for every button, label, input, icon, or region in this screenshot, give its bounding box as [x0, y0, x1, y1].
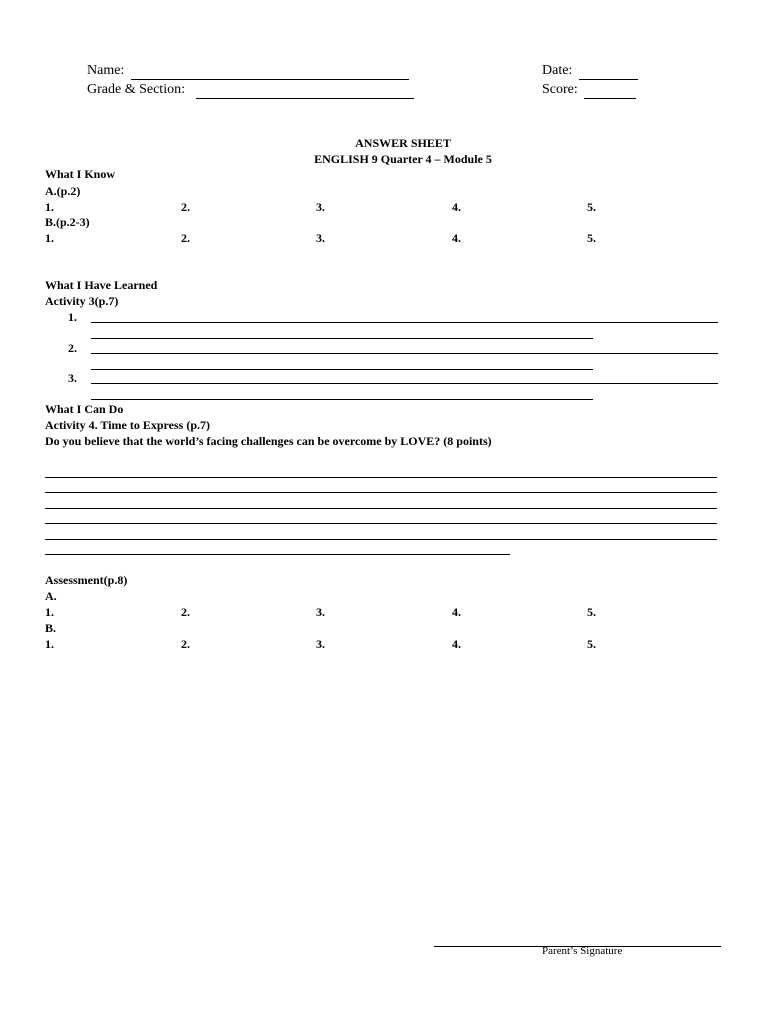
assess-b-item-3: 3.	[316, 637, 325, 651]
signature-label: Parent’s Signature	[542, 945, 623, 957]
wik-b-item-1: 1.	[45, 231, 54, 245]
wik-b-item-4: 4.	[452, 231, 461, 245]
score-label: Score:	[542, 82, 578, 97]
score-field-line[interactable]	[584, 98, 636, 99]
assess-b-item-5: 5.	[587, 637, 596, 651]
wik-a-item-3: 3.	[316, 200, 325, 214]
what-i-know-heading: What I Know	[45, 167, 116, 181]
sheet-subtitle: ENGLISH 9 Quarter 4 – Module 5	[314, 152, 492, 166]
assess-b-item-1: 1.	[45, 637, 54, 651]
date-label: Date:	[542, 63, 573, 78]
assess-a-item-1: 1.	[45, 605, 54, 619]
wik-b-item-5: 5.	[587, 231, 596, 245]
assess-a-item-2: 2.	[181, 605, 190, 619]
wik-b-item-3: 3.	[316, 231, 325, 245]
activity-3-label: Activity 3(p.7)	[45, 294, 119, 308]
assess-a-item-3: 3.	[316, 605, 325, 619]
activity-4-label: Activity 4. Time to Express (p.7)	[45, 418, 210, 432]
learned-item-3-line-1[interactable]	[91, 383, 718, 384]
essay-line-4[interactable]	[45, 523, 717, 524]
grade-section-label: Grade & Section:	[87, 82, 185, 97]
assess-a-item-4: 4.	[452, 605, 461, 619]
learned-item-2-line-1[interactable]	[91, 353, 718, 354]
assess-b-item-2: 2.	[181, 637, 190, 651]
wik-a-item-5: 5.	[587, 200, 596, 214]
learned-item-1-line-1[interactable]	[91, 322, 718, 323]
sheet-title: ANSWER SHEET	[355, 136, 451, 150]
what-i-know-part-b: B.(p.2-3)	[45, 215, 90, 229]
date-field-line[interactable]	[579, 79, 638, 80]
wik-a-item-4: 4.	[452, 200, 461, 214]
assessment-part-a: A.	[45, 589, 57, 603]
assessment-heading: Assessment(p.8)	[45, 573, 128, 587]
assessment-part-b: B.	[45, 621, 57, 635]
what-i-know-part-a: A.(p.2)	[45, 184, 81, 198]
wik-b-item-2: 2.	[181, 231, 190, 245]
essay-line-3[interactable]	[45, 508, 717, 509]
grade-section-field-line[interactable]	[196, 98, 414, 99]
learned-item-2-number: 2.	[68, 341, 77, 355]
wik-a-item-2: 2.	[181, 200, 190, 214]
learned-item-3-number: 3.	[68, 371, 77, 385]
wik-a-item-1: 1.	[45, 200, 54, 214]
learned-item-3-line-2[interactable]	[91, 399, 593, 400]
essay-line-1[interactable]	[45, 477, 717, 478]
essay-line-2[interactable]	[45, 492, 717, 493]
learned-item-1-number: 1.	[68, 310, 77, 324]
essay-line-6[interactable]	[45, 554, 510, 555]
learned-item-1-line-2[interactable]	[91, 338, 593, 339]
assess-b-item-4: 4.	[452, 637, 461, 651]
essay-question: Do you believe that the world’s facing challenges can be overcome by LOVE? (8 points)	[45, 434, 492, 448]
name-field-line[interactable]	[131, 79, 409, 80]
assess-a-item-5: 5.	[587, 605, 596, 619]
what-i-have-learned-heading: What I Have Learned	[45, 278, 158, 292]
learned-item-2-line-2[interactable]	[91, 369, 593, 370]
what-i-can-do-heading: What I Can Do	[45, 402, 124, 416]
essay-line-5[interactable]	[45, 539, 717, 540]
name-label: Name:	[87, 63, 125, 78]
